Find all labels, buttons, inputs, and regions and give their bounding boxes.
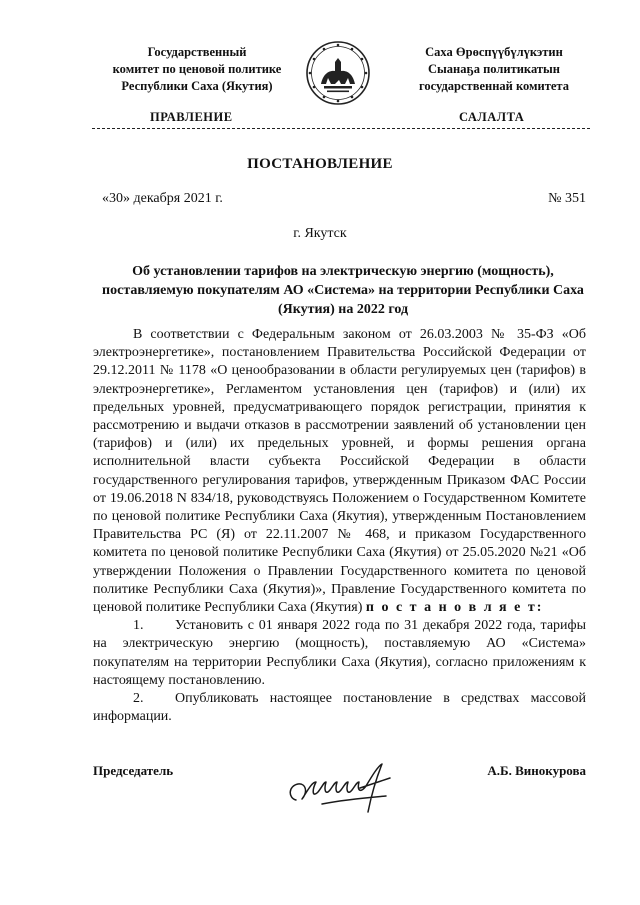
- document-city: г. Якутск: [293, 226, 347, 241]
- document-title: Об установлении тарифов на электрическую энергию (мощность), поставляемую покупателям АО «Система» на территории Республики Саха (Якутия) на 2022 год: [102, 264, 584, 317]
- signature-icon: [282, 752, 402, 822]
- document-date: «30» декабря 2021 г.: [102, 191, 223, 206]
- header-right-line: Сыанаҕа политикатын: [428, 62, 560, 76]
- header-left-line: Государственный: [147, 45, 247, 59]
- header-right-line: Саха Өрөспүүбүлүкэтин: [425, 45, 563, 59]
- header-left-line: комитет по ценовой политике: [112, 62, 282, 76]
- board-title-ru: ПРАВЛЕНИЕ: [150, 110, 233, 124]
- header-left-line: Республики Саха (Якутия): [121, 79, 273, 93]
- document-number: № 351: [548, 191, 586, 206]
- item-text: Опубликовать настоящее постановление в средствах массовой информации.: [93, 691, 586, 725]
- document-type: ПОСТАНОВЛЕНИЕ: [247, 156, 393, 172]
- item-number: 1.: [133, 618, 144, 634]
- header-right-line: государственнай комитета: [419, 79, 569, 93]
- item-text: Установить с 01 января 2022 года по 31 декабря 2022 года, тарифы на электрическую энергию (мощность), поставляемую АО «Система» покупателям на территории Республики Саха (Якутия), согласно приложениям к настоящему постановлению.: [93, 618, 586, 688]
- resolution-item: [93, 690, 586, 726]
- item-number: 2.: [133, 691, 144, 707]
- resolution-item: [93, 617, 586, 690]
- header-right-org: [392, 44, 596, 95]
- board-title-sah: САЛАЛТА: [459, 110, 525, 124]
- header-divider: [92, 128, 590, 129]
- preamble-paragraph: [93, 326, 586, 617]
- resolves-word: п о с т а н о в л я е т:: [365, 600, 544, 616]
- header-left-org: [92, 44, 302, 95]
- document-body: [93, 326, 586, 726]
- coat-of-arms-icon: [305, 40, 371, 106]
- signer-name: А.Б. Винокурова: [487, 763, 586, 778]
- signer-position: Председатель: [93, 763, 174, 778]
- preamble-text: В соответствии с Федеральным законом от 26.03.2003 № 35-ФЗ «Об электроэнергетике», постановлением Правительства Российской Федерации от 29.12.2011 № 1178 «О ценообразовании в области регулируемых цен (тарифов) в электроэнергетике», Регламентом установления цен (тарифов) и (или) их предельных уровней, предусматривающего порядок регистрации, принятия к рассмотрению и выдачи отказов в рассмотрении заявлений об установлении цен (тарифов) и (или) их предельных уровней, и формы решения органа исполнительной власти субъекта Российской Федерации в области государственного регулирования тарифов, утвержденным Приказом ФАС России от 19.06.2018 N 834/18, руководствуясь Положением о Государственном Комитете по ценовой политике Республики Саха (Якутия), утвержденным Постановлением Правительства РС (Я) от 22.11.2007 № 468, и приказом Государственного комитета по ценовой политике Республики Саха (Якутия) от 25.05.2020 №21 «Об утверждении Положения о Правлении Государственного комитета по ценовой политике Республики Саха (Якутия)», Правление Государственного комитета по ценовой политике Республики Саха (Якутия): [93, 327, 586, 616]
